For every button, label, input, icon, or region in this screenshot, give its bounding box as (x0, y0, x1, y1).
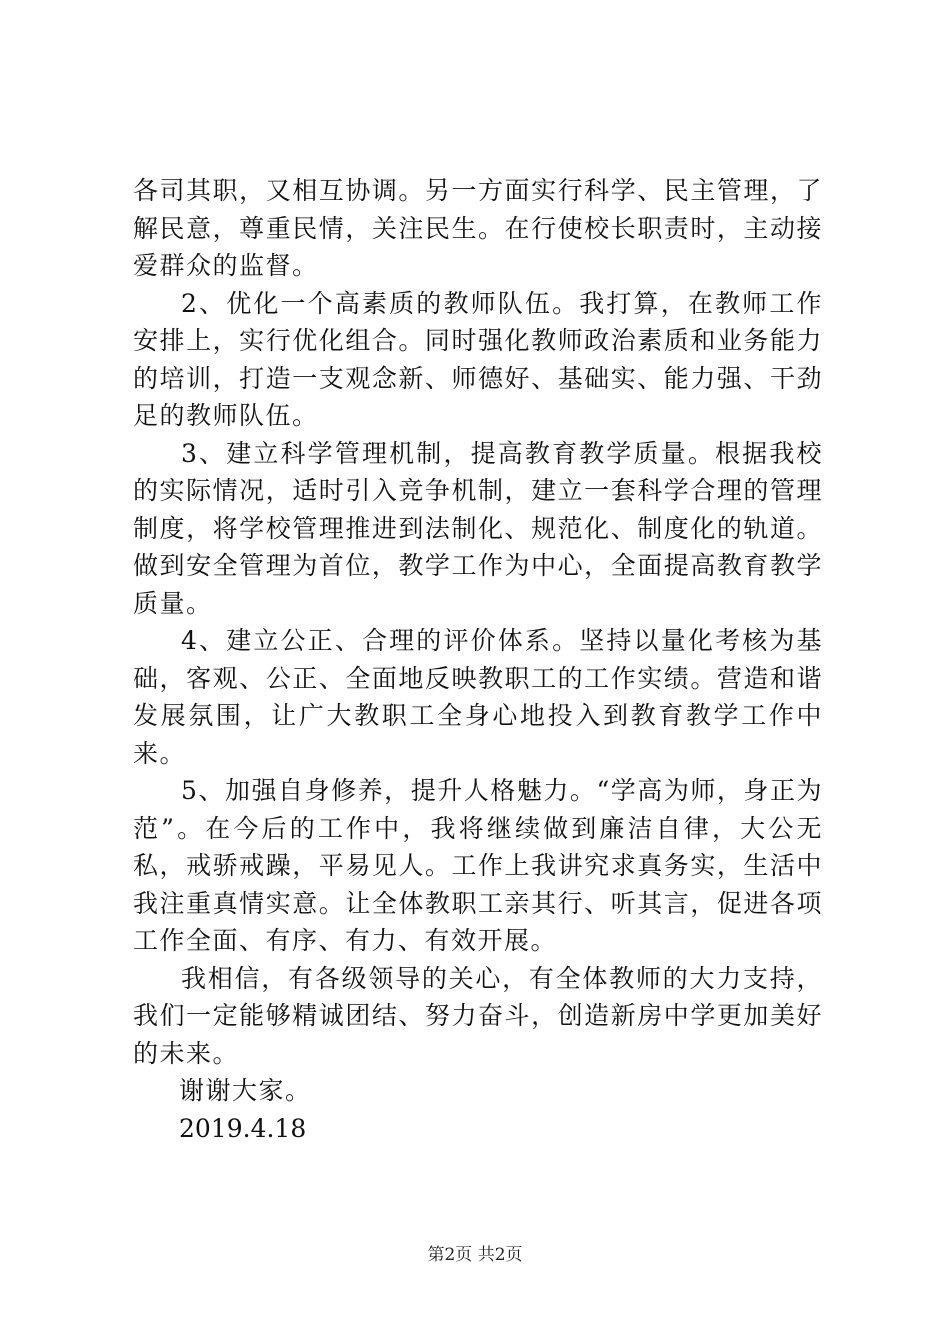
paragraph-item-5: 5、加强自身修养，提升人格魅力。“学高为师，身正为范”。在今后的工作中，我将继续做到廉洁自律，大公无私，戒骄戒躁，平易见人。工作上我讲究求真务实，生活中我注重真情实意。让全体教职工亲其行、听其言，促进各项工作全面、有序、有力、有效开展。 (133, 776, 823, 955)
closing-thanks: 谢谢大家。 (179, 1076, 312, 1105)
paragraph-continuation: 各司其职，又相互协调。另一方面实行科学、民主管理，了解民意，尊重民情，关注民生。在行使校长职责时，主动接爱群众的监督。 (133, 176, 823, 280)
paragraph-item-4: 4、建立公正、合理的评价体系。坚持以量化考核为基础，客观、公正、全面地反映教职工的工作实绩。营造和谐发展氛围，让广大教职工全身心地投入到教育教学工作中来。 (133, 626, 823, 768)
document-date: 2019.4.18 (179, 1113, 307, 1143)
page-number-footer: 第2页 共2页 (427, 1245, 523, 1265)
paragraph-conclusion: 我相信，有各级领导的关心，有全体教师的大力支持，我们一定能够精诚团结、努力奋斗，创造新房中学更加美好的未来。 (133, 963, 823, 1068)
document-body (133, 172, 823, 1147)
paragraph-item-3: 3、建立科学管理机制，提高教育教学质量。根据我校的实际情况，适时引入竞争机制，建立一套科学合理的管理制度，将学校管理推进到法制化、规范化、制度化的轨道。做到安全管理为首位，教学工作为中心，全面提高教育教学质量。 (133, 438, 823, 618)
paragraph-item-2: 2、优化一个高素质的教师队伍。我打算，在教师工作安排上，实行优化组合。同时强化教师政治素质和业务能力的培训，打造一支观念新、师德好、基础实、能力强、干劲足的教师队伍。 (133, 288, 823, 430)
